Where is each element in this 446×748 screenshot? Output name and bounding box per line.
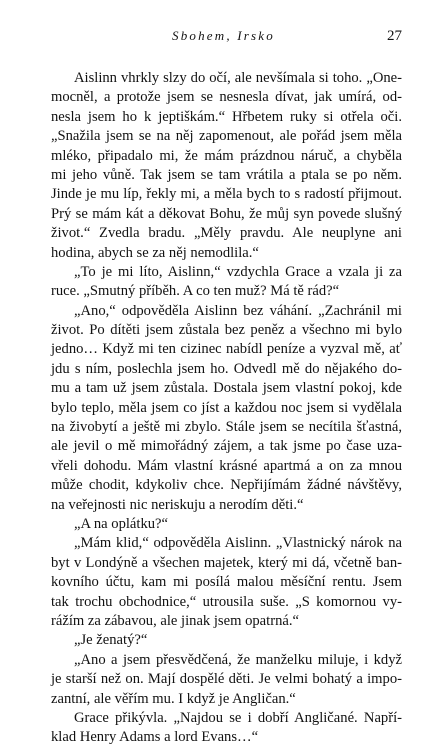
- text-line: „To je mi líto, Aislinn,“ vzdychla Grace a vzala ji za: [74, 263, 402, 280]
- text-line: jdu s ním, poslechla jsem ho. Odvedl mě do nějakého do-: [51, 360, 402, 377]
- body-text: [51, 69, 402, 748]
- text-line: ale jevil o mě mimořádný zájem, a tak jsme po čase uza-: [51, 438, 402, 455]
- page-number: 27: [387, 28, 402, 44]
- text-line: hodina, abych se za něj nemodlila.“: [51, 244, 259, 261]
- text-line: mocněl, a protože jsem se nesnesla dívat, jak umírá, od-: [51, 89, 402, 106]
- text-line: rážím za zábavou, ale jinak jsem opatrná.“: [51, 612, 299, 629]
- text-line: na veřejnosti nic neriskuju a nerodím děti.“: [51, 496, 304, 513]
- text-line: Prý se mám kát a děkovat Bohu, že můj syn povede slušný: [51, 205, 402, 222]
- text-line: mléko, připadalo mi, že mám prázdnou náruč, a chyběla: [51, 147, 402, 164]
- text-line: klad Henry Adams a lord Evans…“: [51, 729, 259, 746]
- text-line: Aislinn vhrkly slzy do očí, ale nevšímala si toho. „One-: [74, 70, 402, 86]
- text-line: „Snažila jsem se na něj zapomenout, ale pořád jsem měla: [51, 128, 402, 145]
- running-head-title: Sbohem, Irsko: [172, 28, 275, 43]
- text-line: život. Po dítěti jsem zůstala bez peněz a všechno mi bylo: [51, 322, 402, 339]
- text-line: život.“ Zvedla bradu. „Měly pravdu. Ale neuplyne ani: [51, 225, 402, 242]
- text-line: mu a tam už jsem zůstala. Dostala jsem vlastní pokoj, kde: [51, 380, 402, 397]
- text-line: vřeli dohodu. Mám vlastní krásné apartmá a on za mnou: [51, 457, 402, 474]
- text-line: Grace přikývla. „Najdou se i dobří Angličané. Napří-: [74, 709, 402, 726]
- text-line: „Mám klid,“ odpověděla Aislinn. „Vlastnický nárok na: [74, 535, 402, 552]
- text-line: „Je ženatý?“: [74, 632, 148, 649]
- text-line: kovního účtu, kam mi posílá malou měsíční rentu. Jsem: [51, 574, 402, 591]
- text-line: tak trochu obchodnice,“ utrousila suše. „S komornou vy-: [51, 593, 402, 610]
- text-line: „Ano,“ odpověděla Aislinn bez váhání. „Zachránil mi: [74, 302, 402, 319]
- text-line: je starší než on. Mají dospělé děti. Je velmi bohatý a impo-: [51, 671, 402, 688]
- text-line: „A na oplátku?“: [74, 515, 169, 532]
- text-line: mi jeho vůně. Tak jsem se tam vrátila a ptala se po něm.: [51, 166, 402, 183]
- text-line: „Ano a jsem přesvědčená, že manželku miluje, i když: [74, 651, 402, 668]
- text-line: může chodit, kdykoliv chce. Nepřijímám žádné návštěvy,: [51, 477, 402, 494]
- text-line: nesla jsem ho k jeptiškám.“ Hřbetem ruky si otřela oči.: [51, 108, 402, 125]
- text-line: na živobytí a ještě mi zbylo. Stále jsem se necítila šťastná,: [51, 419, 402, 436]
- text-line: bylo teplo, měla jsem co jíst a každou noc jsem si vydělala: [51, 399, 402, 416]
- text-line: Jinde je mu líp, řekly mi, a měla bych to s radostí přijmout.: [51, 186, 402, 203]
- text-line: jedno… Když mi ten cizinec nabídl peníze a vyzval mě, ať: [51, 341, 402, 358]
- text-line: zantní, ale věřím mu. I když je Angličan.“: [51, 690, 296, 707]
- text-line: ruce. „Smutný příběh. A co ten muž? Má tě rád?“: [51, 283, 340, 300]
- text-line: byt v Londýně a všechen majetek, který mi dá, včetně ban-: [51, 554, 402, 571]
